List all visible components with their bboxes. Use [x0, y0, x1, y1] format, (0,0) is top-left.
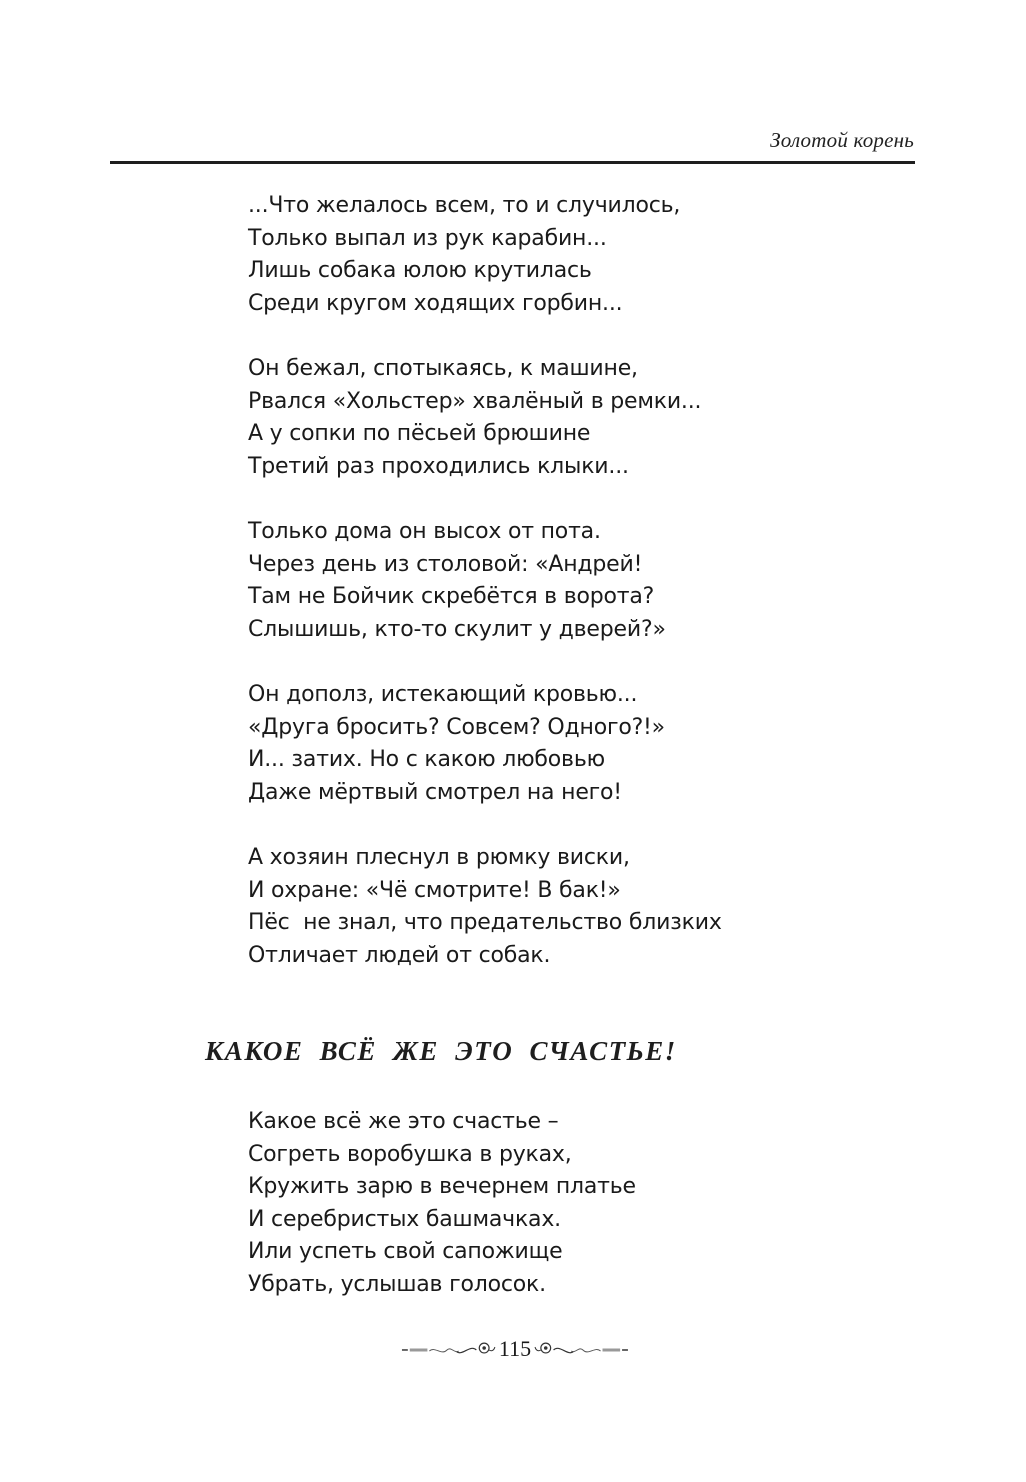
poem-line: Слышишь, кто-то скулит у дверей?» — [248, 616, 666, 642]
poem-line: Там не Бойчик скребётся в ворота? — [248, 584, 655, 609]
poem-line: Пёс не знал, что предательство близких — [248, 910, 722, 935]
stanza-1 — [248, 190, 722, 320]
poem-title: КАКОЕ ВСЁ ЖЕ ЭТО СЧАСТЬЕ! — [205, 1036, 677, 1066]
poem-line: Через день из столовой: «Андрей! — [248, 551, 643, 577]
poem-line: Третий раз проходились клыки... — [248, 453, 629, 479]
stanza-5 — [248, 842, 722, 972]
running-header-title: Золотой корень — [770, 128, 914, 152]
poem-line: Кружить зарю в вечернем платье — [248, 1174, 636, 1199]
header-rule — [110, 161, 915, 164]
poem-continued — [248, 190, 722, 972]
page-number: 115 — [498, 1336, 532, 1361]
stanza-3 — [248, 516, 722, 646]
poem-line: Отличает людей от собак. — [248, 942, 551, 968]
poem-line: Убрать, услышав голосок. — [248, 1271, 546, 1297]
poem-line: Согреть воробушка в руках, — [248, 1141, 572, 1167]
poem-line: Какое всё же это счастье – — [248, 1109, 559, 1134]
poem-line: «Друга бросить? Совсем? Одного?!» — [248, 714, 665, 740]
ornament-left-icon — [400, 1338, 496, 1360]
poem-body — [248, 1106, 636, 1301]
poem-line: ...Что желалось всем, то и случилось, — [248, 193, 681, 218]
poem-line: Среди кругом ходящих горбин... — [248, 290, 623, 316]
poem-line: Рвался «Хольстер» хвалёный в ремки... — [248, 388, 702, 414]
poem-line: А хозяин плеснул в рюмку виски, — [248, 845, 630, 870]
poem-line: А у сопки по пёсьей брюшине — [248, 421, 591, 446]
poem-line: Он дополз, истекающий кровью... — [248, 682, 638, 707]
poem-line: Лишь собака юлою крутилась — [248, 258, 592, 283]
poem-line: Только дома он высох от пота. — [248, 519, 601, 544]
stanza-1 — [248, 1106, 636, 1301]
poem-line: И серебристых башмачках. — [248, 1206, 561, 1232]
ornament-right-icon — [534, 1338, 630, 1360]
poem-line: И... затих. Но с какою любовью — [248, 747, 605, 772]
poem-line: Только выпал из рук карабин... — [248, 225, 607, 251]
poem-line: Или успеть свой сапожище — [248, 1239, 563, 1264]
stanza-2 — [248, 353, 722, 483]
poem-line: Даже мёртвый смотрел на него! — [248, 779, 622, 805]
poem-line: И охране: «Чё смотрите! В бак!» — [248, 877, 621, 903]
page-footer — [400, 1334, 630, 1364]
stanza-4 — [248, 679, 722, 809]
poem-line: Он бежал, спотыкаясь, к машине, — [248, 356, 638, 381]
